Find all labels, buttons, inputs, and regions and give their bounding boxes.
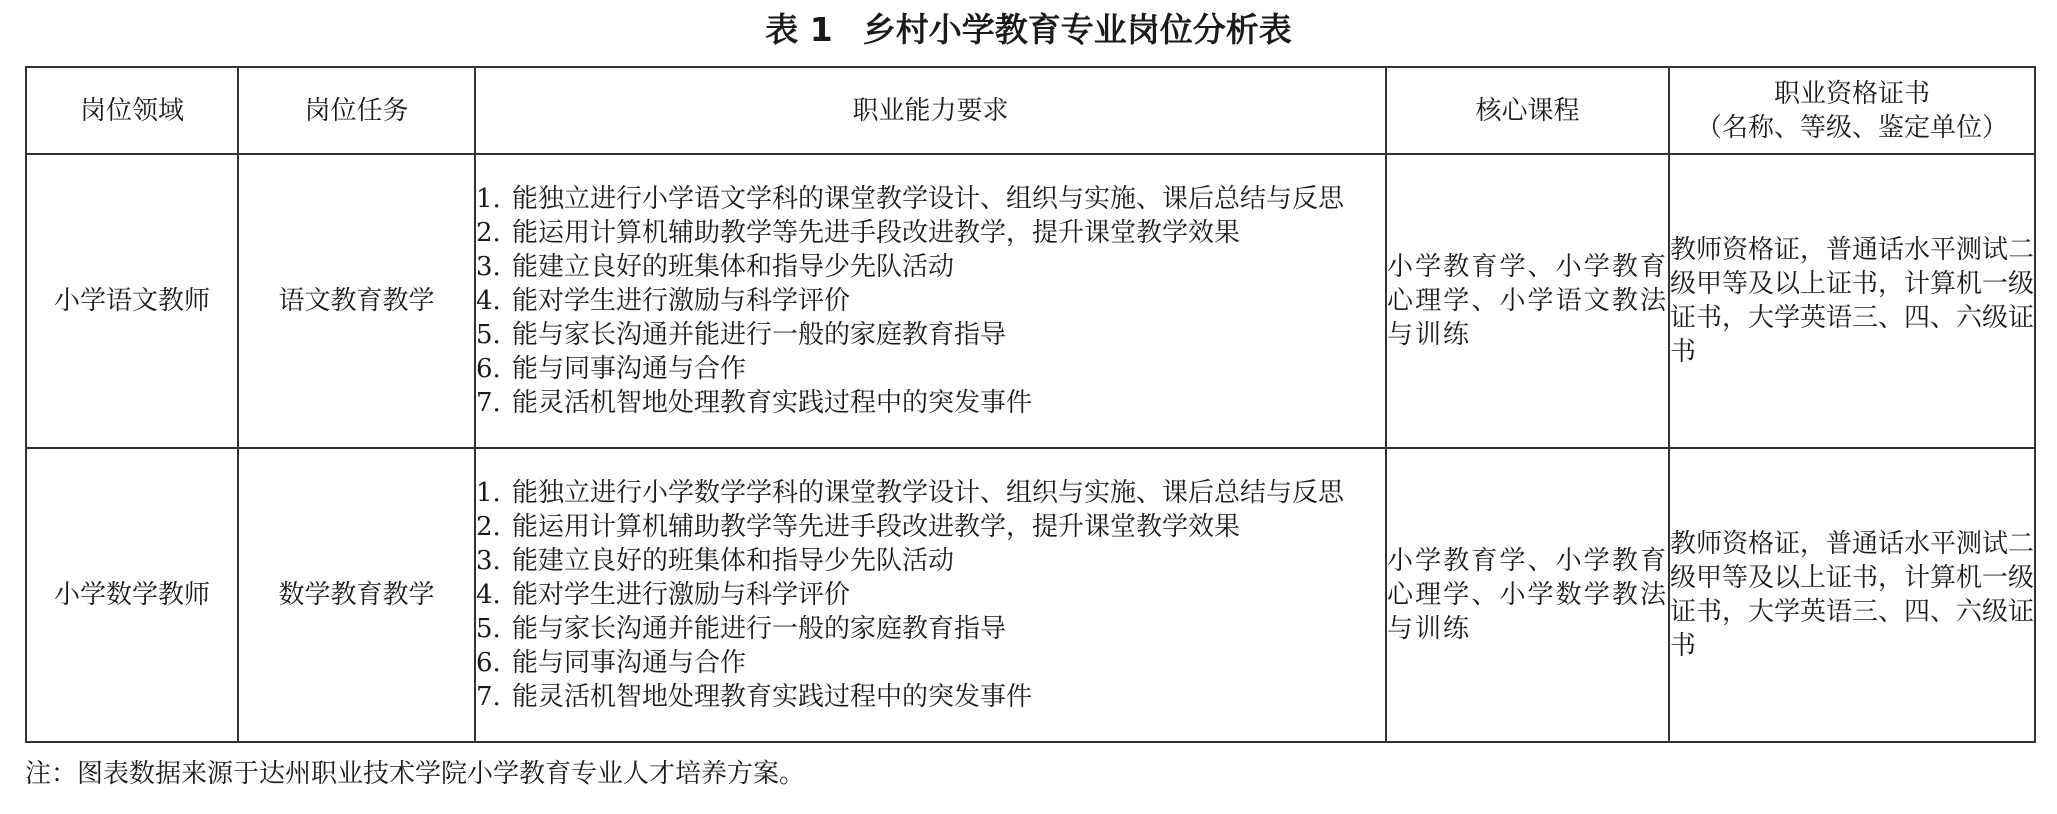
list-item-index: 3.	[476, 252, 501, 282]
cell-courses: 小学教育学、小学教育心理学、小学语文教法与训练	[1386, 154, 1669, 448]
list-item	[476, 284, 1385, 318]
header-courses: 核心课程	[1386, 67, 1669, 154]
table-caption	[0, 8, 2057, 52]
list-item	[476, 680, 1385, 714]
list-item-index: 5.	[476, 320, 501, 350]
list-item-text: 能与家长沟通并能进行一般的家庭教育指导	[512, 614, 1007, 644]
list-item-index: 6.	[476, 648, 501, 678]
list-item	[476, 318, 1385, 352]
list-item-text: 能与家长沟通并能进行一般的家庭教育指导	[512, 320, 1007, 350]
table-row	[26, 154, 2035, 448]
list-item-text: 能对学生进行激励与科学评价	[512, 286, 851, 316]
list-item	[476, 386, 1385, 420]
list-item-text: 能运用计算机辅助教学等先进手段改进教学，提升课堂教学效果	[512, 218, 1241, 248]
list-item	[476, 182, 1385, 216]
header-abilities: 职业能力要求	[475, 67, 1386, 154]
list-item	[476, 476, 1385, 510]
ability-list	[476, 182, 1385, 420]
list-item	[476, 250, 1385, 284]
cell-certificates: 教师资格证，普通话水平测试二级甲等及以上证书，计算机一级证书，大学英语三、四、六级证书	[1669, 154, 2035, 448]
list-item	[476, 646, 1385, 680]
list-item-index: 5.	[476, 614, 501, 644]
cell-abilities	[475, 448, 1386, 742]
list-item-text: 能与同事沟通与合作	[512, 648, 747, 678]
list-item-index: 2.	[476, 218, 501, 248]
cell-abilities	[475, 154, 1386, 448]
list-item-text: 能建立良好的班集体和指导少先队活动	[512, 546, 955, 576]
table-title: 乡村小学教育专业岗位分析表	[862, 10, 1292, 49]
list-item-index: 1.	[476, 184, 501, 214]
list-item-text: 能对学生进行激励与科学评价	[512, 580, 851, 610]
list-item	[476, 352, 1385, 386]
header-row	[26, 67, 2035, 154]
header-task: 岗位任务	[238, 67, 475, 154]
list-item-index: 4.	[476, 580, 501, 610]
list-item	[476, 578, 1385, 612]
cell-certificates: 教师资格证，普通话水平测试二级甲等及以上证书，计算机一级证书，大学英语三、四、六级证书	[1669, 448, 2035, 742]
list-item-text: 能建立良好的班集体和指导少先队活动	[512, 252, 955, 282]
list-item	[476, 612, 1385, 646]
list-item-text: 能运用计算机辅助教学等先进手段改进教学，提升课堂教学效果	[512, 512, 1241, 542]
job-analysis-table	[25, 66, 2036, 743]
ability-list	[476, 476, 1385, 714]
table-number: 表 1	[765, 10, 833, 49]
list-item-index: 7.	[476, 682, 501, 712]
list-item	[476, 544, 1385, 578]
list-item-text: 能独立进行小学语文学科的课堂教学设计、组织与实施、课后总结与反思	[512, 184, 1345, 214]
list-item	[476, 510, 1385, 544]
header-certificates-line2: （名称、等级、鉴定单位）	[1695, 112, 2008, 143]
cell-task: 数学教育教学	[238, 448, 475, 742]
list-item-text: 能灵活机智地处理教育实践过程中的突发事件	[512, 388, 1033, 418]
list-item-index: 7.	[476, 388, 501, 418]
cell-courses: 小学教育学、小学教育心理学、小学数学教法与训练	[1386, 448, 1669, 742]
list-item-text: 能灵活机智地处理教育实践过程中的突发事件	[512, 682, 1033, 712]
header-domain: 岗位领域	[26, 67, 238, 154]
list-item-index: 6.	[476, 354, 501, 384]
cell-domain: 小学语文教师	[26, 154, 238, 448]
list-item-text: 能与同事沟通与合作	[512, 354, 747, 384]
list-item-index: 3.	[476, 546, 501, 576]
cell-task: 语文教育教学	[238, 154, 475, 448]
list-item-text: 能独立进行小学数学学科的课堂教学设计、组织与实施、课后总结与反思	[512, 478, 1345, 508]
list-item-index: 2.	[476, 512, 501, 542]
table-row	[26, 448, 2035, 742]
header-certificates-line1: 职业资格证书	[1773, 78, 1930, 109]
table-footnote: 注：图表数据来源于达州职业技术学院小学教育专业人才培养方案。	[25, 759, 806, 789]
list-item	[476, 216, 1385, 250]
list-item-index: 4.	[476, 286, 501, 316]
list-item-index: 1.	[476, 478, 501, 508]
cell-domain: 小学数学教师	[26, 448, 238, 742]
header-certificates	[1669, 67, 2035, 154]
